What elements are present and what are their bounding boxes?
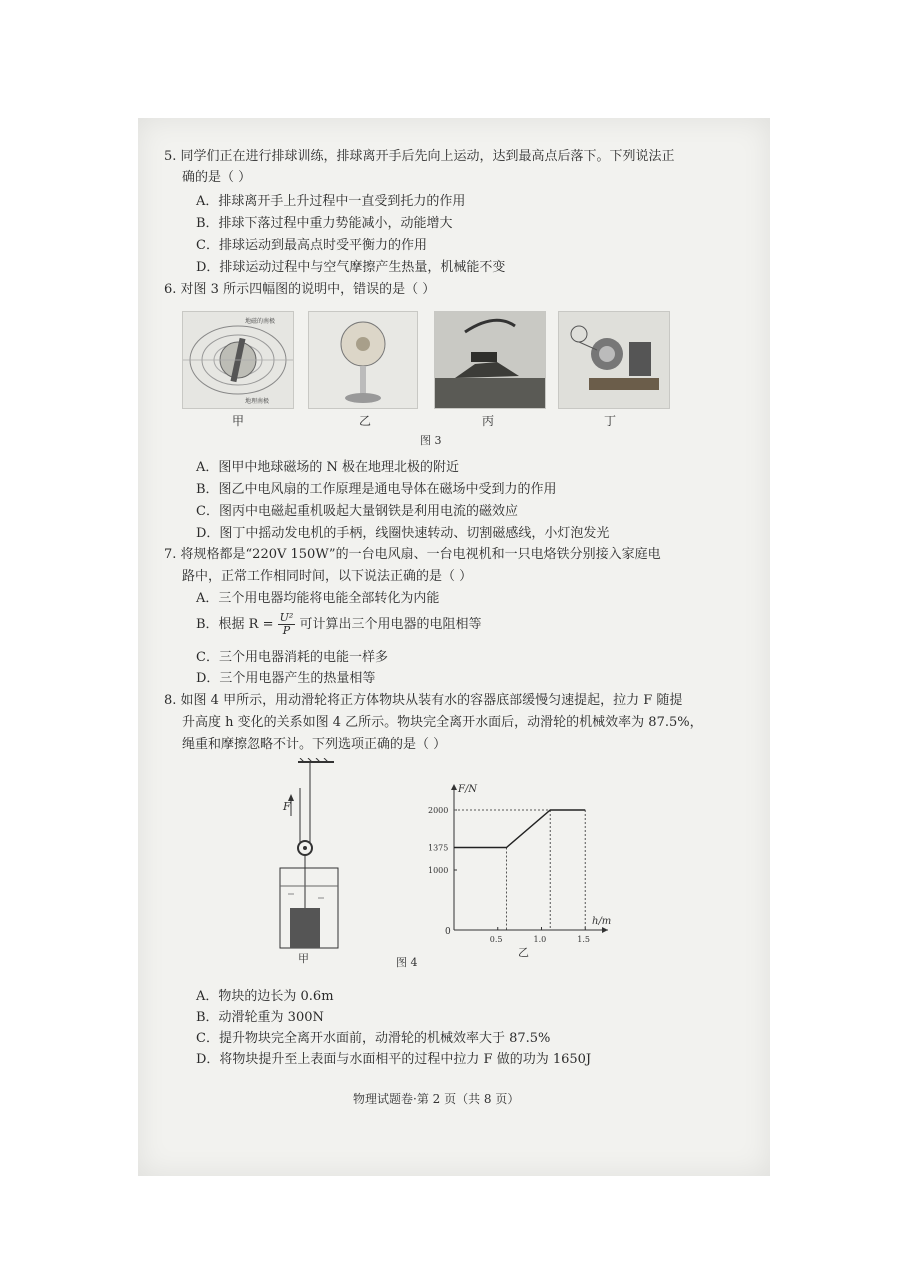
crane-illustration	[435, 312, 545, 408]
q6-option-b: B．图乙中电风扇的工作原理是通电导体在磁场中受到力的作用	[196, 482, 557, 497]
figure3-generator	[558, 311, 670, 409]
figure3-caption: 图 3	[420, 434, 442, 447]
q7-option-b-suffix: 可计算出三个用电器的电阻相等	[299, 617, 482, 632]
figure3-electromagnetic-crane	[434, 311, 546, 409]
origin-label: 0	[445, 927, 451, 937]
x-tick-label: 1.0	[533, 935, 547, 944]
q7-option-c: C．三个用电器消耗的电能一样多	[196, 650, 388, 665]
q5-option-c: C．排球运动到最高点时受平衡力的作用	[196, 238, 427, 253]
q7-formula-fraction	[278, 612, 296, 637]
q8-option-d: D．将物块提升至上表面与水面相平的过程中拉力 F 做的功为 1650J	[196, 1052, 592, 1067]
series-line-force	[454, 810, 585, 848]
q8-option-b: B．动滑轮重为 300N	[196, 1010, 324, 1025]
figure4-pulley-apparatus	[266, 758, 386, 958]
q8-stem-line3: 绳重和摩擦忽略不计。下列选项正确的是（ ）	[182, 737, 447, 752]
q6-option-c: C．图丙中电磁起重机吸起大量钢铁是利用电流的磁效应	[196, 504, 518, 519]
q6-stem: 6. 对图 3 所示四幅图的说明中，错误的是（ ）	[164, 282, 436, 297]
figure4-force-height-chart	[408, 778, 618, 948]
figure3-label-ding: 丁	[604, 414, 617, 428]
q7-stem-line2: 路中，正常工作相同时间，以下说法正确的是（ ）	[182, 569, 473, 584]
q7-option-b	[196, 612, 481, 637]
y-axis-arrow	[451, 784, 457, 790]
figure4-label-yi: 乙	[518, 946, 529, 959]
generator-illustration	[559, 312, 669, 408]
q8-stem-line2: 升高度 h 变化的关系如图 4 乙所示。物块完全离开水面后，动滑轮的机械效率为 87.5%，	[182, 715, 703, 730]
y-tick-label: 2000	[428, 806, 449, 815]
figure3-text-bottom: 地理南极	[245, 398, 270, 405]
figure3-label-bing: 丙	[482, 414, 495, 428]
q7-option-d: D．三个用电器产生的热量相等	[196, 671, 376, 686]
fan-illustration	[309, 312, 417, 408]
figure3-label-jia: 甲	[232, 414, 245, 428]
q7-option-b-prefix: B．根据 R =	[196, 617, 274, 632]
q8-option-c: C．提升物块完全离开水面前，动滑轮的机械效率大于 87.5%	[196, 1031, 551, 1046]
q7-stem-line1: 7. 将规格都是“220V 150W”的一台电风扇、一台电视机和一只电烙铁分别接入家庭电	[164, 547, 661, 562]
q7-formula-denominator: P	[282, 624, 291, 637]
figure3-label-yi: 乙	[359, 414, 372, 428]
x-tick-label: 0.5	[489, 935, 503, 944]
figure4-caption: 图 4	[396, 956, 418, 969]
q5-stem-line1: 5. 同学们正在进行排球训练，排球离开手后先向上运动，达到最高点后落下。下列说法正	[164, 149, 675, 164]
earth-magnetic-field-illustration	[183, 312, 293, 408]
y-axis-label: F/N	[458, 784, 478, 795]
q8-option-a: A．物块的边长为 0.6m	[196, 989, 334, 1004]
q5-option-b: B．排球下落过程中重力势能减小，动能增大	[196, 216, 453, 231]
q6-option-d: D．图丁中摇动发电机的手柄，线圈快速转动、切割磁感线，小灯泡发光	[196, 526, 610, 541]
x-tick-label: 1.5	[577, 935, 590, 944]
y-tick-label: 1000	[428, 866, 449, 875]
q5-stem-line2: 确的是（ ）	[182, 170, 252, 185]
figure3-earth-magnetic-field	[182, 311, 294, 409]
q6-option-a: A．图甲中地球磁场的 N 极在地理北极的附近	[196, 460, 460, 475]
q7-option-a: A．三个用电器均能将电能全部转化为内能	[196, 591, 440, 606]
q7-formula-numerator: U²	[279, 611, 294, 624]
x-axis-arrow	[602, 927, 608, 933]
figure4-force-label: F	[283, 800, 291, 813]
q5-option-d: D．排球运动过程中与空气摩擦产生热量，机械能不变	[196, 260, 506, 275]
x-axis-label: h/m	[592, 916, 612, 927]
figure3-electric-fan	[308, 311, 418, 409]
figure3-text-top: 地磁的南极	[245, 318, 276, 325]
y-tick-label: 1375	[428, 843, 449, 853]
page-footer: 物理试题卷·第 2 页（共 8 页）	[353, 1092, 520, 1106]
figure4-label-jia: 甲	[298, 952, 309, 965]
exam-page	[138, 118, 770, 1176]
q5-option-a: A．排球离开手上升过程中一直受到托力的作用	[196, 194, 466, 209]
q8-stem-line1: 8. 如图 4 甲所示，用动滑轮将正方体物块从装有水的容器底部缓慢匀速提起，拉力 F 随提	[164, 693, 683, 708]
